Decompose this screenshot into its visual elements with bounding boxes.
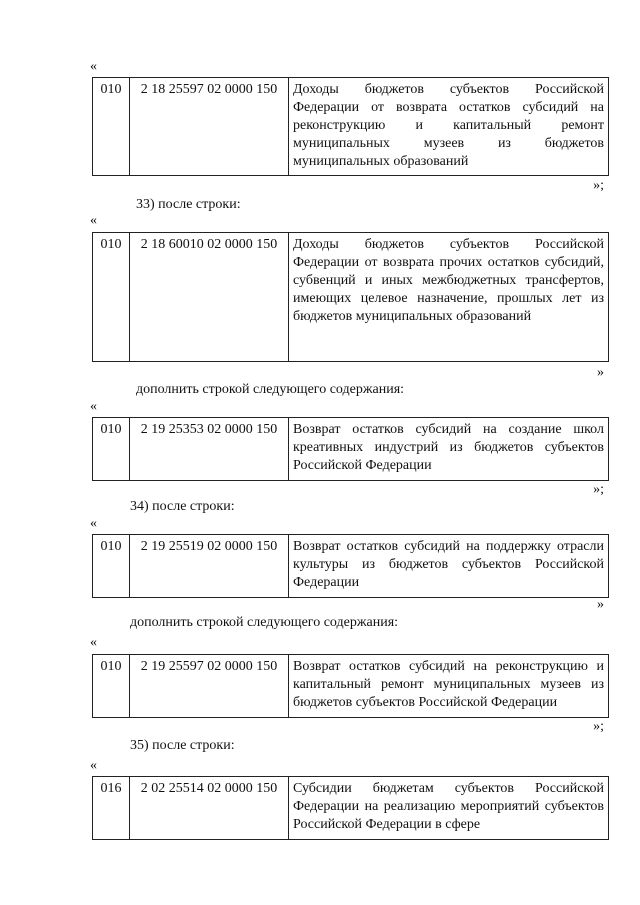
admin-code-cell: 010	[93, 233, 130, 362]
admin-code-cell: 016	[93, 777, 130, 840]
amendment-paragraph: 33) после строки:	[136, 197, 241, 212]
kbk-code-cell: 2 18 25597 02 0000 150	[130, 78, 289, 176]
kbk-code-cell: 2 19 25519 02 0000 150	[130, 535, 289, 598]
admin-code-cell: 010	[93, 418, 130, 481]
closing-quote: »	[597, 597, 604, 612]
opening-quote: «	[90, 213, 97, 228]
closing-quote: »;	[593, 482, 604, 497]
closing-quote: »;	[593, 178, 604, 193]
income-name-cell: Возврат остатков субсидий на реконструкцию и капитальный ремонт муниципальных музеев из бюджетов субъектов Российской Федерации	[289, 655, 609, 718]
admin-code-cell: 010	[93, 78, 130, 176]
budget-table-row	[92, 77, 609, 176]
kbk-code-cell: 2 19 25597 02 0000 150	[130, 655, 289, 718]
closing-quote: »	[597, 365, 604, 380]
admin-code-cell: 010	[93, 655, 130, 718]
amendment-paragraph: дополнить строкой следующего содержания:	[136, 382, 405, 397]
opening-quote: «	[90, 758, 97, 773]
kbk-code-cell: 2 18 60010 02 0000 150	[130, 233, 289, 362]
income-name-cell: Доходы бюджетов субъектов Российской Федерации от возврата прочих остатков субсидий, субвенций и иных межбюджетных трансфертов, имеющих целевое назначение, прошлых лет из бюджетов муниципальных образований	[289, 233, 609, 362]
amendment-paragraph: 35) после строки:	[130, 738, 235, 753]
budget-table-row	[92, 654, 609, 718]
closing-quote: »;	[593, 719, 604, 734]
opening-quote: «	[90, 516, 97, 531]
opening-quote: «	[90, 59, 97, 74]
amendment-paragraph: 34) после строки:	[130, 499, 235, 514]
kbk-code-cell: 2 19 25353 02 0000 150	[130, 418, 289, 481]
budget-table-row	[92, 417, 609, 481]
budget-table-row	[92, 232, 609, 362]
income-name-cell: Возврат остатков субсидий на создание школ креативных индустрий из бюджетов субъектов Российской Федерации	[289, 418, 609, 481]
admin-code-cell: 010	[93, 535, 130, 598]
income-name-cell: Возврат остатков субсидий на поддержку отрасли культуры из бюджетов субъектов Российской Федерации	[289, 535, 609, 598]
opening-quote: «	[90, 399, 97, 414]
budget-table-row	[92, 776, 609, 840]
income-name-cell: Субсидии бюджетам субъектов Российской Федерации на реализацию мероприятий субъектов Российской Федерации в сфере	[289, 777, 609, 840]
income-name-cell: Доходы бюджетов субъектов Российской Федерации от возврата остатков субсидий на реконструкцию и капитальный ремонт муниципальных музеев из бюджетов муниципальных образований	[289, 78, 609, 176]
amendment-paragraph: дополнить строкой следующего содержания:	[130, 615, 399, 630]
opening-quote: «	[90, 635, 97, 650]
kbk-code-cell: 2 02 25514 02 0000 150	[130, 777, 289, 840]
budget-table-row	[92, 534, 609, 598]
